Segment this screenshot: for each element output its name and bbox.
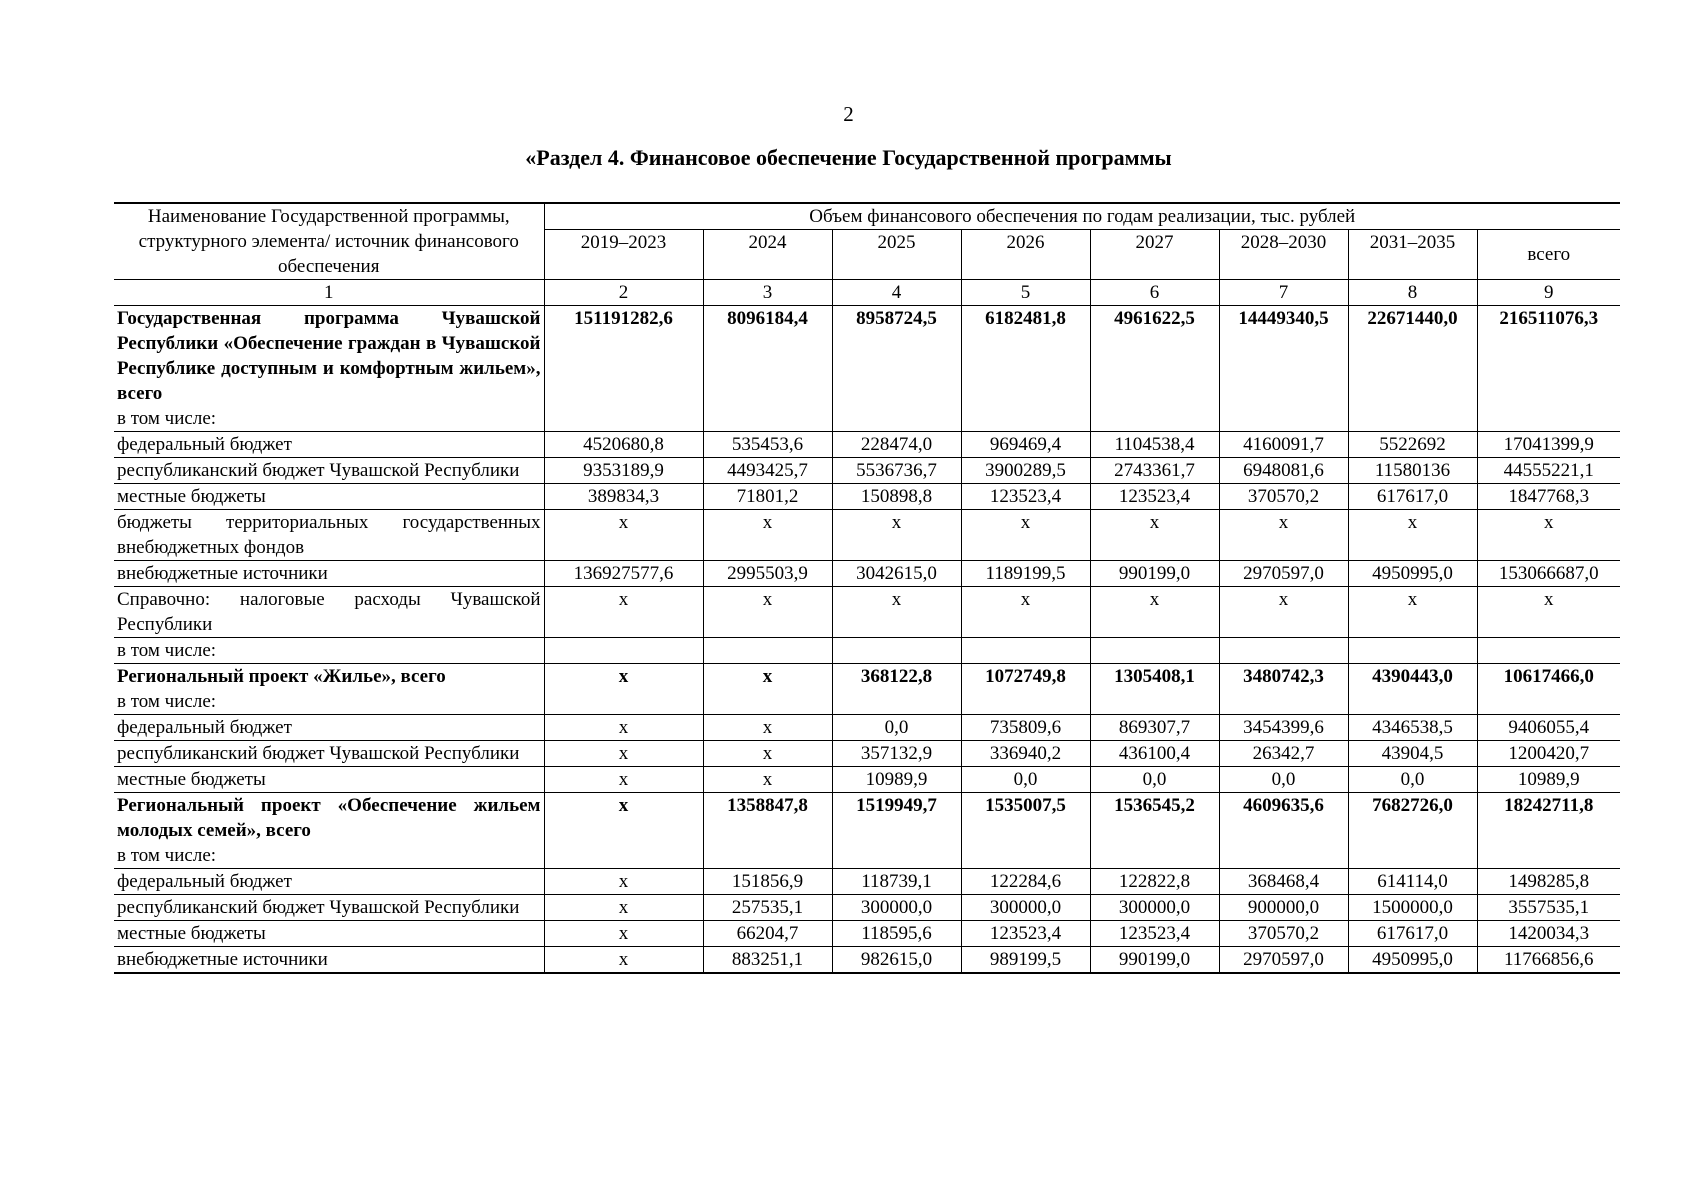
value-cell: х (544, 510, 703, 561)
value-cell (544, 638, 703, 664)
value-cell: 0,0 (1348, 767, 1477, 793)
value-cell: 118739,1 (832, 869, 961, 895)
value-cell: х (1090, 587, 1219, 638)
value-cell: 216511076,3 (1477, 306, 1620, 432)
value-cell: 17041399,9 (1477, 432, 1620, 458)
table-row (114, 484, 1620, 510)
header-volume: Объем финансового обеспечения по годам реализации, тыс. рублей (544, 203, 1620, 230)
value-cell: 735809,6 (961, 715, 1090, 741)
value-cell: 257535,1 (703, 895, 832, 921)
value-cell: 4961622,5 (1090, 306, 1219, 432)
value-cell: 1072749,8 (961, 664, 1090, 715)
row-label (114, 432, 544, 458)
page-number: 2 (843, 102, 854, 126)
value-cell: 535453,6 (703, 432, 832, 458)
column-number: 2 (544, 280, 703, 306)
value-cell (1348, 638, 1477, 664)
row-name: Региональный проект «Обеспечение жильем молодых семей», всего (117, 795, 541, 841)
value-cell: х (1219, 587, 1348, 638)
value-cell: 614114,0 (1348, 869, 1477, 895)
value-cell: 368468,4 (1219, 869, 1348, 895)
table-row (114, 947, 1620, 974)
value-cell: х (703, 715, 832, 741)
value-cell: х (544, 741, 703, 767)
table-body (114, 203, 1620, 973)
row-name: республиканский бюджет Чувашской Республики (117, 897, 520, 918)
value-cell: 66204,7 (703, 921, 832, 947)
value-cell: 0,0 (1090, 767, 1219, 793)
value-cell: х (961, 587, 1090, 638)
row-name: бюджеты территориальных государственных внебюджетных фондов (117, 512, 541, 558)
row-name: федеральный бюджет (117, 434, 292, 455)
value-cell: 1420034,3 (1477, 921, 1620, 947)
row-name: федеральный бюджет (117, 871, 292, 892)
value-cell: 1536545,2 (1090, 793, 1219, 869)
value-cell: 0,0 (961, 767, 1090, 793)
value-cell: х (544, 715, 703, 741)
column-number: 9 (1477, 280, 1620, 306)
value-cell: 1305408,1 (1090, 664, 1219, 715)
column-number: 5 (961, 280, 1090, 306)
value-cell: х (1477, 510, 1620, 561)
row-label (114, 715, 544, 741)
table-row (114, 432, 1620, 458)
value-cell: х (1348, 510, 1477, 561)
value-cell: х (1219, 510, 1348, 561)
column-number: 3 (703, 280, 832, 306)
value-cell: х (544, 947, 703, 974)
value-cell: 2743361,7 (1090, 458, 1219, 484)
row-label (114, 561, 544, 587)
value-cell: 2995503,9 (703, 561, 832, 587)
value-cell: 4950995,0 (1348, 561, 1477, 587)
row-label (114, 638, 544, 664)
row-name: федеральный бюджет (117, 717, 292, 738)
value-cell: х (703, 587, 832, 638)
header-row (114, 203, 1620, 230)
value-cell: 1189199,5 (961, 561, 1090, 587)
value-cell: 122284,6 (961, 869, 1090, 895)
value-cell: 3900289,5 (961, 458, 1090, 484)
value-cell: 3557535,1 (1477, 895, 1620, 921)
row-name: местные бюджеты (117, 769, 266, 790)
row-name: внебюджетные источники (117, 563, 328, 584)
value-cell: х (1477, 587, 1620, 638)
value-cell: 11580136 (1348, 458, 1477, 484)
value-cell: 122822,8 (1090, 869, 1219, 895)
column-number: 7 (1219, 280, 1348, 306)
value-cell: 1519949,7 (832, 793, 961, 869)
value-cell: х (961, 510, 1090, 561)
value-cell: 150898,8 (832, 484, 961, 510)
value-cell: 123523,4 (1090, 921, 1219, 947)
value-cell: 151856,9 (703, 869, 832, 895)
value-cell: 4520680,8 (544, 432, 703, 458)
row-subnote: в том числе: (117, 408, 217, 429)
row-label (114, 895, 544, 921)
value-cell: 4950995,0 (1348, 947, 1477, 974)
row-name: местные бюджеты (117, 486, 266, 507)
value-cell: 1500000,0 (1348, 895, 1477, 921)
value-cell: 6182481,8 (961, 306, 1090, 432)
value-cell (1477, 638, 1620, 664)
value-cell: 123523,4 (961, 484, 1090, 510)
value-cell: х (544, 767, 703, 793)
value-cell (832, 638, 961, 664)
value-cell: 71801,2 (703, 484, 832, 510)
value-cell: 9353189,9 (544, 458, 703, 484)
value-cell: х (703, 741, 832, 767)
value-cell: 5522692 (1348, 432, 1477, 458)
value-cell: 6948081,6 (1219, 458, 1348, 484)
value-cell: 123523,4 (961, 921, 1090, 947)
value-cell (703, 638, 832, 664)
table-row (114, 510, 1620, 561)
value-cell (961, 638, 1090, 664)
table-row (114, 561, 1620, 587)
header-year: всего (1477, 230, 1620, 280)
value-cell: 118595,6 (832, 921, 961, 947)
value-cell: 990199,0 (1090, 947, 1219, 974)
value-cell: 1104538,4 (1090, 432, 1219, 458)
value-cell: 228474,0 (832, 432, 961, 458)
value-cell: 4160091,7 (1219, 432, 1348, 458)
value-cell: х (544, 664, 703, 715)
value-cell: 617617,0 (1348, 921, 1477, 947)
header-year: 2031–2035 (1348, 230, 1477, 280)
header-year: 2026 (961, 230, 1090, 280)
value-cell: 900000,0 (1219, 895, 1348, 921)
column-number: 6 (1090, 280, 1219, 306)
value-cell: 7682726,0 (1348, 793, 1477, 869)
row-name: местные бюджеты (117, 923, 266, 944)
value-cell: 0,0 (832, 715, 961, 741)
value-cell: 153066687,0 (1477, 561, 1620, 587)
row-name: Региональный проект «Жилье», всего (117, 666, 446, 687)
table-row (114, 895, 1620, 921)
row-name: республиканский бюджет Чувашской Республики (117, 460, 520, 481)
row-name: республиканский бюджет Чувашской Республики (117, 743, 520, 764)
table-row (114, 587, 1620, 638)
column-number: 8 (1348, 280, 1477, 306)
table-row (114, 306, 1620, 432)
header-year: 2019–2023 (544, 230, 703, 280)
table-row (114, 458, 1620, 484)
value-cell: 4493425,7 (703, 458, 832, 484)
value-cell: 617617,0 (1348, 484, 1477, 510)
table-row (114, 793, 1620, 869)
row-name: внебюджетные источники (117, 949, 328, 970)
value-cell: 883251,1 (703, 947, 832, 974)
row-label (114, 947, 544, 974)
row-label (114, 484, 544, 510)
value-cell: х (544, 921, 703, 947)
value-cell: 0,0 (1219, 767, 1348, 793)
value-cell: 370570,2 (1219, 484, 1348, 510)
page-title: «Раздел 4. Финансовое обеспечение Государственной программы (525, 145, 1172, 170)
value-cell: х (544, 869, 703, 895)
value-cell: 1200420,7 (1477, 741, 1620, 767)
row-name: в том числе: (117, 640, 217, 661)
row-label (114, 510, 544, 561)
row-label (114, 793, 544, 869)
value-cell: 370570,2 (1219, 921, 1348, 947)
value-cell: 26342,7 (1219, 741, 1348, 767)
value-cell: 3480742,3 (1219, 664, 1348, 715)
value-cell: 300000,0 (832, 895, 961, 921)
value-cell: 10617466,0 (1477, 664, 1620, 715)
value-cell: 22671440,0 (1348, 306, 1477, 432)
value-cell: 3454399,6 (1219, 715, 1348, 741)
row-subnote: в том числе: (117, 845, 217, 866)
value-cell: 14449340,5 (1219, 306, 1348, 432)
row-label (114, 869, 544, 895)
row-label (114, 921, 544, 947)
value-cell (1219, 638, 1348, 664)
value-cell: 10989,9 (1477, 767, 1620, 793)
value-cell: 8958724,5 (832, 306, 961, 432)
row-name: Справочно: налоговые расходы Чувашской Республики (117, 589, 541, 635)
value-cell: 990199,0 (1090, 561, 1219, 587)
value-cell: 336940,2 (961, 741, 1090, 767)
value-cell: 989199,5 (961, 947, 1090, 974)
column-number-row (114, 280, 1620, 306)
header-year: 2024 (703, 230, 832, 280)
value-cell: 969469,4 (961, 432, 1090, 458)
value-cell: х (703, 510, 832, 561)
row-label (114, 587, 544, 638)
value-cell (1090, 638, 1219, 664)
value-cell: 18242711,8 (1477, 793, 1620, 869)
value-cell: х (1090, 510, 1219, 561)
value-cell: 3042615,0 (832, 561, 961, 587)
value-cell: 982615,0 (832, 947, 961, 974)
value-cell: х (703, 664, 832, 715)
value-cell: 436100,4 (1090, 741, 1219, 767)
table-row (114, 638, 1620, 664)
table-row (114, 715, 1620, 741)
table-row (114, 664, 1620, 715)
value-cell: х (832, 587, 961, 638)
value-cell: 11766856,6 (1477, 947, 1620, 974)
value-cell: 4346538,5 (1348, 715, 1477, 741)
table-row (114, 869, 1620, 895)
value-cell: 4390443,0 (1348, 664, 1477, 715)
value-cell: 389834,3 (544, 484, 703, 510)
value-cell: х (544, 793, 703, 869)
value-cell: 1498285,8 (1477, 869, 1620, 895)
value-cell: 368122,8 (832, 664, 961, 715)
row-label (114, 767, 544, 793)
value-cell: 10989,9 (832, 767, 961, 793)
financing-table (114, 202, 1620, 974)
value-cell: 1535007,5 (961, 793, 1090, 869)
value-cell: х (1348, 587, 1477, 638)
value-cell: 43904,5 (1348, 741, 1477, 767)
header-year: 2025 (832, 230, 961, 280)
value-cell: 8096184,4 (703, 306, 832, 432)
value-cell: х (544, 587, 703, 638)
value-cell: 123523,4 (1090, 484, 1219, 510)
column-number: 4 (832, 280, 961, 306)
value-cell: 300000,0 (1090, 895, 1219, 921)
header-year: 2027 (1090, 230, 1219, 280)
row-label (114, 741, 544, 767)
value-cell: 1358847,8 (703, 793, 832, 869)
value-cell: 869307,7 (1090, 715, 1219, 741)
value-cell: х (703, 767, 832, 793)
value-cell: 2970597,0 (1219, 947, 1348, 974)
row-subnote: в том числе: (117, 691, 217, 712)
table-row (114, 921, 1620, 947)
header-name-column: Наименование Государственной программы, структурного элемента/ источник финансового обеспечения (114, 203, 544, 280)
row-name: Государственная программа Чувашской Республики «Обеспечение граждан в Чувашской Республике доступным и комфортным жильем», всего (117, 308, 541, 404)
value-cell: 5536736,7 (832, 458, 961, 484)
value-cell: 2970597,0 (1219, 561, 1348, 587)
column-number: 1 (114, 280, 544, 306)
row-label (114, 664, 544, 715)
table-row (114, 741, 1620, 767)
row-label (114, 306, 544, 432)
value-cell: х (544, 895, 703, 921)
table-row (114, 767, 1620, 793)
row-label (114, 458, 544, 484)
value-cell: 4609635,6 (1219, 793, 1348, 869)
value-cell: 1847768,3 (1477, 484, 1620, 510)
header-year: 2028–2030 (1219, 230, 1348, 280)
value-cell: 9406055,4 (1477, 715, 1620, 741)
value-cell: 151191282,6 (544, 306, 703, 432)
value-cell: х (832, 510, 961, 561)
value-cell: 300000,0 (961, 895, 1090, 921)
value-cell: 136927577,6 (544, 561, 703, 587)
value-cell: 44555221,1 (1477, 458, 1620, 484)
value-cell: 357132,9 (832, 741, 961, 767)
